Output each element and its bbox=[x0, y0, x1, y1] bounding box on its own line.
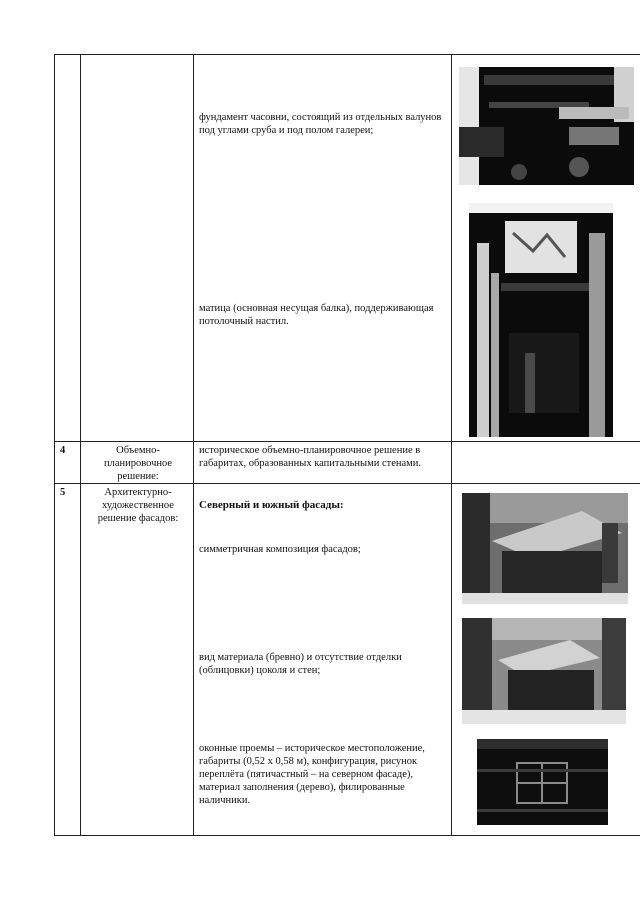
row-label-4: Объемно-планировочное решение: bbox=[103, 445, 173, 482]
table-top-border bbox=[54, 54, 640, 55]
beam-photo bbox=[469, 203, 613, 437]
row-divider-5 bbox=[54, 483, 640, 484]
row-divider-4 bbox=[54, 441, 640, 442]
facades-heading: Северный и южный фасады: bbox=[199, 499, 344, 511]
column-divider-1 bbox=[80, 54, 81, 836]
chapel-facade-photo bbox=[462, 493, 628, 604]
table-left-border bbox=[54, 54, 55, 836]
chapel-side-photo bbox=[462, 618, 626, 724]
row-number-5: 5 bbox=[60, 487, 66, 498]
row-item-text: оконные проемы – историческое местоположение, габариты (0,52 х 0,58 м), конфигурация, рисунок переплёта (пятичастный – на северном фасаде), материал заполнения (дерево), филированные наличники. bbox=[199, 743, 425, 806]
window-photo bbox=[477, 739, 608, 825]
row-item-text: фундамент часовни, состоящий из отдельных валунов под углами сруба и под полом галереи; bbox=[199, 112, 442, 136]
table-bottom-border bbox=[54, 835, 640, 836]
foundation-photo bbox=[459, 67, 634, 185]
row-number-4: 4 bbox=[60, 445, 66, 456]
row-label-5: Архитектурно-художественное решение фасадов: bbox=[97, 487, 179, 524]
column-divider-3 bbox=[451, 54, 452, 836]
row-item-text: историческое объемно-планировочное решение в габаритах, образованных капитальными стенами. bbox=[199, 445, 422, 469]
row-item-text: матица (основная несущая балка), поддерживающая потолочный настил. bbox=[199, 303, 434, 327]
row-item-text: симметричная композиция фасадов; bbox=[199, 544, 361, 555]
column-divider-2 bbox=[193, 54, 194, 836]
row-item-text: вид материала (бревно) и отсутствие отделки (облицовки) цоколя и стен; bbox=[199, 652, 402, 676]
